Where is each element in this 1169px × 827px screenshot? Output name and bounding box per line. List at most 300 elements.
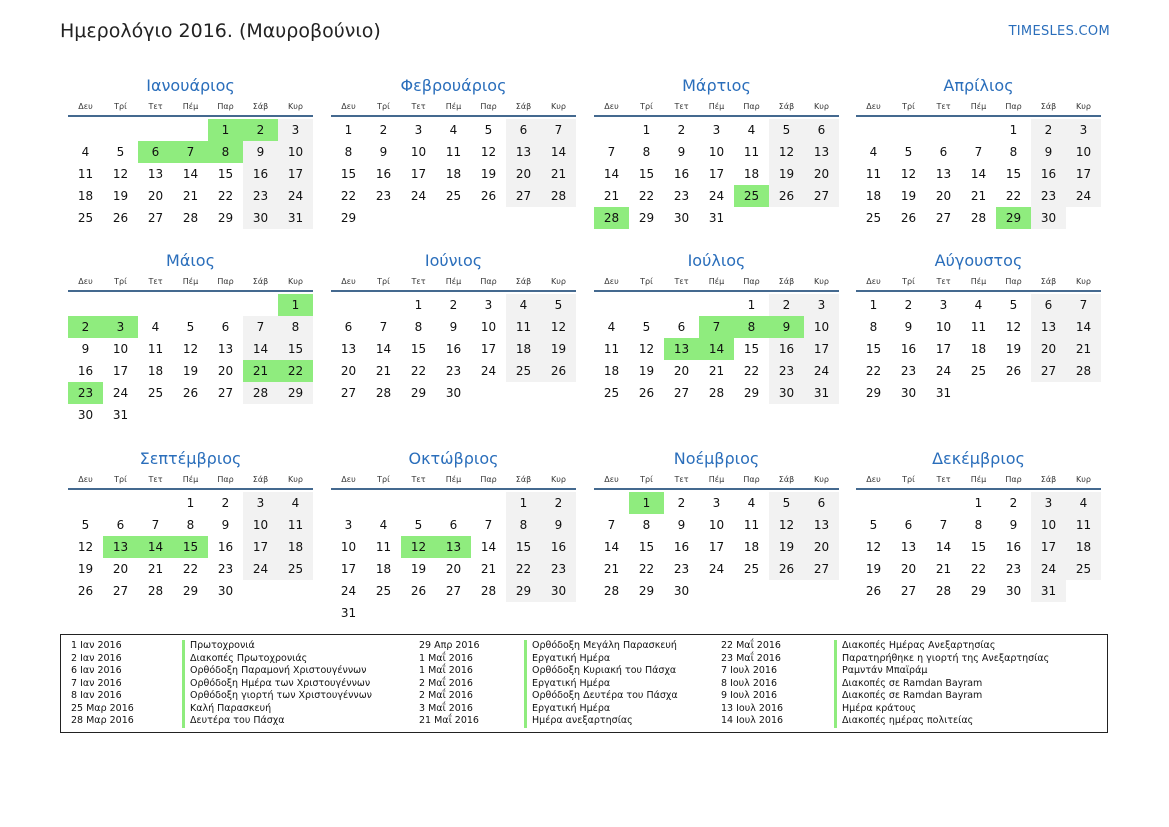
- day-cell: 2: [904, 298, 913, 312]
- day-cell: 9: [81, 342, 90, 356]
- day-cell: 28: [1066, 360, 1101, 382]
- day-cell: 3: [278, 119, 313, 141]
- day-cell: 18: [506, 338, 541, 360]
- day-cell: 19: [638, 364, 655, 378]
- weekday-label: Πέμ: [970, 475, 987, 484]
- day-cell: 22: [410, 364, 427, 378]
- day-cell: 7: [541, 119, 576, 141]
- day-cell: 27: [445, 584, 462, 598]
- day-cell: 7: [379, 320, 388, 334]
- day-cell: 3: [939, 298, 948, 312]
- holiday-name: Διακοπές σε Ramdan Bayram: [834, 690, 982, 703]
- empty-cell: [103, 492, 138, 514]
- day-cell: 10: [112, 342, 129, 356]
- day-cell: 5: [769, 492, 804, 514]
- day-cell: 28: [708, 386, 725, 400]
- day-cell: 6: [677, 320, 686, 334]
- weekday-header: [594, 98, 839, 117]
- day-cell: 2: [379, 123, 388, 137]
- weekday-label: Παρ: [217, 102, 234, 111]
- day-cell: 30: [445, 386, 462, 400]
- holiday-day-cell: 15: [173, 536, 208, 558]
- day-cell: 20: [445, 562, 462, 576]
- holiday-date: 21 Μαΐ 2016: [419, 715, 479, 726]
- month-title: Σεπτέμβριος: [139, 449, 242, 468]
- weekday-label: Παρ: [217, 475, 234, 484]
- day-cell: 27: [804, 558, 839, 580]
- holiday-day-cell: 9: [769, 316, 804, 338]
- weekday-label: Σάβ: [778, 475, 795, 484]
- weekday-label: Δευ: [604, 102, 619, 111]
- holiday-name: Ημέρα κράτους: [834, 703, 916, 716]
- day-cell: 25: [506, 360, 541, 382]
- empty-cell: [103, 119, 138, 141]
- day-cell: 27: [1031, 360, 1066, 382]
- day-cell: 30: [673, 584, 690, 598]
- day-cell: 19: [541, 338, 576, 360]
- weekday-header: [331, 471, 576, 490]
- empty-cell: [699, 294, 734, 316]
- day-cell: 24: [935, 364, 952, 378]
- weekday-label: Τρί: [114, 102, 127, 111]
- holiday-date: 9 Ιουλ 2016: [721, 690, 777, 701]
- month-title: Απρίλιος: [943, 76, 1014, 95]
- day-cell: 16: [900, 342, 917, 356]
- day-cell: 14: [970, 167, 987, 181]
- empty-cell: [961, 119, 996, 141]
- holiday-date: 8 Ιαν 2016: [71, 690, 122, 701]
- holiday-name: Ραμντάν Μπαϊράμ: [834, 665, 927, 678]
- day-cell: 29: [217, 211, 234, 225]
- holiday-day-cell: 8: [208, 141, 243, 163]
- day-cell: 19: [865, 562, 882, 576]
- day-cell: 15: [410, 342, 427, 356]
- day-grid: [856, 294, 1101, 404]
- day-cell: 13: [804, 514, 839, 536]
- day-cell: 14: [480, 540, 497, 554]
- day-cell: 11: [375, 540, 392, 554]
- day-cell: 22: [865, 364, 882, 378]
- day-grid: [594, 492, 839, 602]
- holiday-day-cell: 13: [103, 536, 138, 558]
- holiday-day-cell: 13: [664, 338, 699, 360]
- day-cell: 18: [278, 536, 313, 558]
- day-cell: 16: [769, 338, 804, 360]
- day-cell: 17: [1066, 163, 1101, 185]
- day-cell: 21: [182, 189, 199, 203]
- day-cell: 24: [112, 386, 129, 400]
- day-cell: 5: [642, 320, 651, 334]
- day-cell: 15: [340, 167, 357, 181]
- day-cell: 30: [900, 386, 917, 400]
- day-cell: 1: [974, 496, 983, 510]
- holiday-date: 7 Ιαν 2016: [71, 677, 122, 689]
- month-title: Ιανουάριος: [146, 76, 235, 95]
- day-cell: 21: [603, 189, 620, 203]
- weekday-label: Παρ: [480, 475, 497, 484]
- weekday-label: Παρ: [743, 475, 760, 484]
- day-cell: 8: [869, 320, 878, 334]
- day-cell: 26: [769, 185, 804, 207]
- weekday-label: Σάβ: [252, 475, 269, 484]
- day-cell: 11: [743, 518, 760, 532]
- day-cell: 9: [243, 141, 278, 163]
- day-cell: 10: [1066, 141, 1101, 163]
- weekday-header: [68, 471, 313, 490]
- empty-cell: [173, 294, 208, 316]
- weekday-label: Κυρ: [814, 475, 829, 484]
- day-cell: 12: [769, 514, 804, 536]
- day-cell: 11: [278, 514, 313, 536]
- empty-cell: [926, 492, 961, 514]
- site-link[interactable]: TIMESLES.COM: [1008, 24, 1110, 39]
- day-cell: 22: [970, 562, 987, 576]
- weekday-label: Πέμ: [970, 102, 987, 111]
- day-cell: 9: [677, 145, 686, 159]
- day-cell: 30: [673, 211, 690, 225]
- day-cell: 8: [1009, 145, 1018, 159]
- day-cell: 12: [480, 145, 497, 159]
- holiday-name: Ορθόδοξη γιορτή των Χριστουγέννων: [182, 690, 372, 703]
- day-cell: 25: [970, 364, 987, 378]
- weekday-label: Δευ: [866, 475, 881, 484]
- day-cell: 13: [1031, 316, 1066, 338]
- day-cell: 4: [747, 496, 756, 510]
- day-cell: 10: [340, 540, 357, 554]
- day-cell: 15: [970, 540, 987, 554]
- day-cell: 30: [541, 580, 576, 602]
- day-cell: 24: [243, 558, 278, 580]
- day-cell: 9: [541, 514, 576, 536]
- day-grid: [331, 492, 576, 624]
- month-title: Ιούλιος: [687, 251, 746, 270]
- month-block: [594, 249, 839, 404]
- day-cell: 23: [243, 185, 278, 207]
- weekday-label: Τετ: [936, 102, 951, 111]
- holiday-day-cell: 8: [734, 316, 769, 338]
- weekday-label: Τρί: [902, 277, 915, 286]
- day-cell: 18: [743, 167, 760, 181]
- day-cell: 6: [506, 119, 541, 141]
- day-cell: 28: [480, 584, 497, 598]
- month-title: Φεβρουάριος: [400, 76, 507, 95]
- day-cell: 22: [638, 189, 655, 203]
- day-cell: 16: [541, 536, 576, 558]
- empty-cell: [856, 492, 891, 514]
- month-title: Μάρτιος: [682, 76, 751, 95]
- holiday-name: Διακοπές Πρωτοχρονιάς: [182, 653, 307, 666]
- day-cell: 26: [900, 211, 917, 225]
- weekday-label: Παρ: [480, 102, 497, 111]
- day-cell: 25: [147, 386, 164, 400]
- day-cell: 7: [1066, 294, 1101, 316]
- holiday-day-cell: 14: [138, 536, 173, 558]
- day-grid: [594, 294, 839, 404]
- day-cell: 15: [638, 540, 655, 554]
- holiday-name: Δευτέρα του Πάσχα: [182, 715, 285, 728]
- day-cell: 27: [900, 584, 917, 598]
- day-cell: 18: [970, 342, 987, 356]
- day-cell: 8: [278, 316, 313, 338]
- day-cell: 30: [769, 382, 804, 404]
- weekday-label: Πέμ: [708, 475, 725, 484]
- holiday-day-cell: 7: [173, 141, 208, 163]
- day-cell: 16: [673, 540, 690, 554]
- day-cell: 12: [769, 141, 804, 163]
- day-cell: 20: [217, 364, 234, 378]
- weekday-label: Σάβ: [252, 102, 269, 111]
- day-cell: 20: [147, 189, 164, 203]
- day-cell: 7: [607, 518, 616, 532]
- day-cell: 4: [747, 123, 756, 137]
- day-cell: 28: [970, 211, 987, 225]
- day-cell: 20: [804, 163, 839, 185]
- day-cell: 25: [445, 189, 462, 203]
- day-cell: 23: [900, 364, 917, 378]
- day-cell: 4: [607, 320, 616, 334]
- weekday-label: Δευ: [341, 475, 356, 484]
- holiday-date: 28 Μαρ 2016: [71, 715, 134, 726]
- day-cell: 25: [603, 386, 620, 400]
- holiday-day-cell: 28: [594, 207, 629, 229]
- day-cell: 29: [182, 584, 199, 598]
- weekday-label: Τρί: [640, 475, 653, 484]
- day-cell: 25: [278, 558, 313, 580]
- day-cell: 16: [375, 167, 392, 181]
- day-cell: 12: [77, 540, 94, 554]
- weekday-label: Κυρ: [551, 277, 566, 286]
- holiday-day-cell: 2: [68, 316, 103, 338]
- day-cell: 8: [974, 518, 983, 532]
- holiday-date: 23 Μαΐ 2016: [721, 652, 781, 664]
- weekday-label: Πέμ: [970, 277, 987, 286]
- weekday-label: Τετ: [411, 475, 426, 484]
- day-cell: 13: [900, 540, 917, 554]
- weekday-label: Κυρ: [1076, 475, 1091, 484]
- weekday-label: Τρί: [902, 102, 915, 111]
- day-cell: 10: [708, 518, 725, 532]
- day-cell: 7: [607, 145, 616, 159]
- holiday-day-cell: 25: [734, 185, 769, 207]
- month-title: Ιούνιος: [424, 251, 483, 270]
- day-cell: 15: [743, 342, 760, 356]
- holiday-name: Εργατική Ημέρα: [524, 653, 610, 666]
- day-cell: 19: [112, 189, 129, 203]
- day-cell: 16: [77, 364, 94, 378]
- day-cell: 11: [1066, 514, 1101, 536]
- holiday-date: 7 Ιουλ 2016: [721, 665, 777, 676]
- day-cell: 4: [81, 145, 90, 159]
- weekday-label: Τετ: [148, 277, 163, 286]
- day-cell: 28: [147, 584, 164, 598]
- weekday-label: Δευ: [78, 475, 93, 484]
- day-cell: 21: [541, 163, 576, 185]
- day-cell: 20: [506, 163, 541, 185]
- day-cell: 30: [217, 584, 234, 598]
- day-cell: 3: [712, 496, 721, 510]
- day-cell: 2: [541, 492, 576, 514]
- weekday-header: [856, 98, 1101, 117]
- holiday-day-cell: 2: [243, 119, 278, 141]
- empty-cell: [173, 119, 208, 141]
- day-cell: 5: [116, 145, 125, 159]
- weekday-label: Δευ: [78, 102, 93, 111]
- day-cell: 2: [769, 294, 804, 316]
- holiday-date: 1 Μαΐ 2016: [419, 665, 473, 676]
- day-cell: 20: [340, 364, 357, 378]
- month-title: Αύγουστος: [934, 251, 1023, 270]
- day-cell: 1: [186, 496, 195, 510]
- holiday-name: Καλή Παρασκευή: [182, 703, 271, 716]
- holiday-name: Εργατική Ημέρα: [524, 678, 610, 691]
- day-cell: 13: [804, 141, 839, 163]
- holiday-day-cell: 29: [996, 207, 1031, 229]
- day-cell: 4: [974, 298, 983, 312]
- weekday-label: Σάβ: [515, 277, 532, 286]
- empty-cell: [68, 492, 103, 514]
- day-cell: 27: [935, 211, 952, 225]
- day-cell: 6: [116, 518, 125, 532]
- day-cell: 6: [449, 518, 458, 532]
- day-cell: 6: [344, 320, 353, 334]
- day-cell: 4: [1066, 492, 1101, 514]
- day-cell: 21: [375, 364, 392, 378]
- holiday-date: 14 Ιουλ 2016: [721, 715, 784, 726]
- holiday-day-cell: 22: [278, 360, 313, 382]
- day-cell: 13: [506, 141, 541, 163]
- holiday-date: 13 Ιουλ 2016: [721, 702, 784, 714]
- weekday-label: Πέμ: [445, 102, 462, 111]
- weekday-label: Πέμ: [445, 277, 462, 286]
- day-cell: 20: [900, 562, 917, 576]
- day-cell: 26: [480, 189, 497, 203]
- day-grid: [68, 119, 313, 229]
- day-cell: 28: [603, 584, 620, 598]
- day-cell: 3: [1066, 119, 1101, 141]
- day-cell: 3: [344, 518, 353, 532]
- day-cell: 3: [712, 123, 721, 137]
- day-cell: 5: [186, 320, 195, 334]
- day-cell: 24: [480, 364, 497, 378]
- day-cell: 30: [77, 408, 94, 422]
- empty-cell: [594, 294, 629, 316]
- day-cell: 18: [1066, 536, 1101, 558]
- day-cell: 20: [673, 364, 690, 378]
- weekday-label: Σάβ: [515, 475, 532, 484]
- holiday-name: Ημέρα ανεξαρτησίας: [524, 715, 633, 728]
- day-cell: 23: [375, 189, 392, 203]
- day-cell: 27: [217, 386, 234, 400]
- weekday-label: Παρ: [217, 277, 234, 286]
- weekday-header: [68, 98, 313, 117]
- month-title: Οκτώβριος: [408, 449, 499, 468]
- day-cell: 5: [904, 145, 913, 159]
- empty-cell: [103, 294, 138, 316]
- day-cell: 12: [1005, 320, 1022, 334]
- holiday-day-cell: 23: [68, 382, 103, 404]
- weekday-label: Δευ: [604, 277, 619, 286]
- day-cell: 14: [375, 342, 392, 356]
- holiday-day-cell: 14: [699, 338, 734, 360]
- day-cell: 17: [340, 562, 357, 576]
- day-cell: 26: [865, 584, 882, 598]
- day-cell: 17: [935, 342, 952, 356]
- day-cell: 19: [769, 163, 804, 185]
- day-cell: 18: [603, 364, 620, 378]
- weekday-label: Κυρ: [814, 277, 829, 286]
- day-cell: 26: [541, 360, 576, 382]
- weekday-label: Τετ: [148, 102, 163, 111]
- empty-cell: [436, 492, 471, 514]
- day-cell: 14: [603, 540, 620, 554]
- holiday-day-cell: 7: [699, 316, 734, 338]
- day-cell: 29: [410, 386, 427, 400]
- weekday-label: Τρί: [377, 475, 390, 484]
- day-cell: 29: [970, 584, 987, 598]
- day-cell: 23: [769, 360, 804, 382]
- holiday-date: 8 Ιουλ 2016: [721, 677, 777, 689]
- day-cell: 12: [865, 540, 882, 554]
- day-grid: [68, 492, 313, 602]
- weekday-label: Δευ: [341, 277, 356, 286]
- weekday-label: Πέμ: [182, 277, 199, 286]
- day-cell: 11: [865, 167, 882, 181]
- day-cell: 4: [151, 320, 160, 334]
- day-cell: 17: [278, 163, 313, 185]
- empty-cell: [594, 119, 629, 141]
- weekday-label: Δευ: [866, 277, 881, 286]
- holiday-date: 3 Μαΐ 2016: [419, 702, 473, 714]
- holiday-date: 25 Μαρ 2016: [71, 702, 134, 714]
- day-cell: 1: [506, 492, 541, 514]
- day-cell: 24: [278, 185, 313, 207]
- day-cell: 25: [865, 211, 882, 225]
- weekday-label: Κυρ: [551, 475, 566, 484]
- weekday-header: [594, 471, 839, 490]
- day-cell: 21: [708, 364, 725, 378]
- day-cell: 8: [642, 145, 651, 159]
- day-cell: 28: [243, 382, 278, 404]
- day-cell: 31: [804, 382, 839, 404]
- day-cell: 1: [869, 298, 878, 312]
- day-cell: 23: [1005, 562, 1022, 576]
- day-cell: 30: [1005, 584, 1022, 598]
- weekday-label: Πέμ: [182, 102, 199, 111]
- day-cell: 9: [1031, 141, 1066, 163]
- day-grid: [594, 119, 839, 229]
- weekday-label: Σάβ: [1040, 475, 1057, 484]
- day-cell: 9: [904, 320, 913, 334]
- day-cell: 10: [804, 316, 839, 338]
- weekday-label: Κυρ: [1076, 102, 1091, 111]
- day-cell: 24: [708, 189, 725, 203]
- empty-cell: [243, 294, 278, 316]
- day-cell: 11: [603, 342, 620, 356]
- weekday-label: Τετ: [936, 277, 951, 286]
- day-cell: 5: [869, 518, 878, 532]
- day-cell: 18: [743, 540, 760, 554]
- day-cell: 29: [743, 386, 760, 400]
- weekday-label: Τρί: [114, 277, 127, 286]
- day-cell: 15: [506, 536, 541, 558]
- day-cell: 11: [77, 167, 94, 181]
- day-cell: 26: [182, 386, 199, 400]
- weekday-label: Σάβ: [778, 102, 795, 111]
- weekday-label: Παρ: [743, 102, 760, 111]
- day-cell: 7: [974, 145, 983, 159]
- month-title: Μάιος: [166, 251, 215, 270]
- day-cell: 12: [182, 342, 199, 356]
